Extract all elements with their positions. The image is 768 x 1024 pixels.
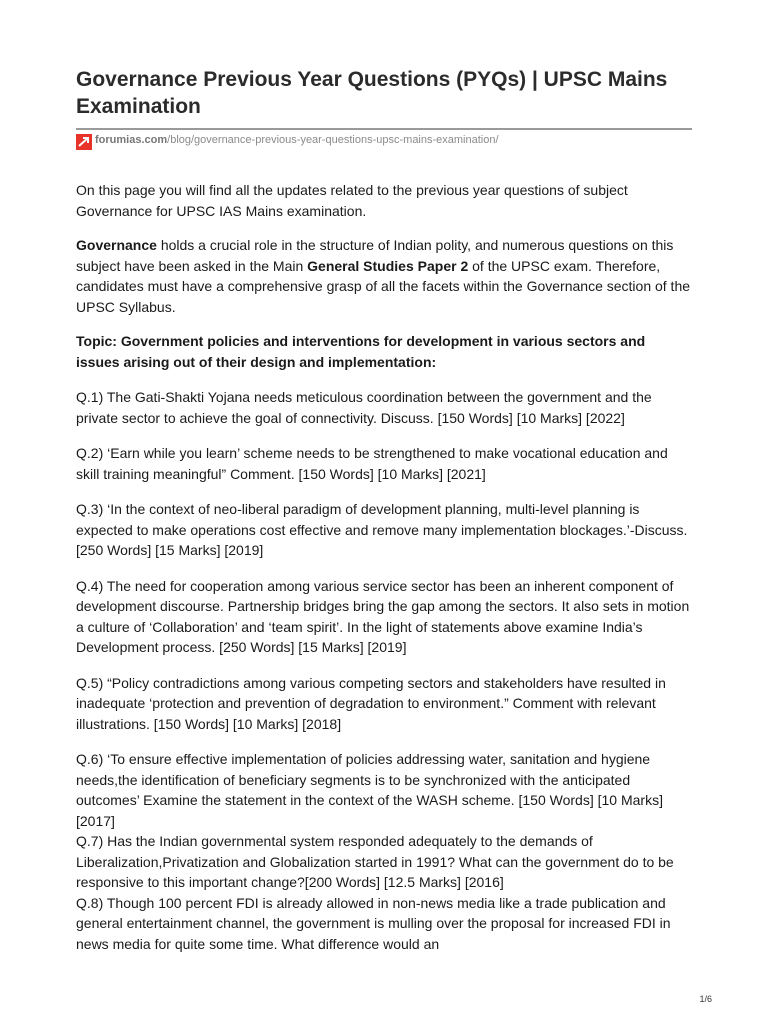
gs-paper-bold: General Studies Paper 2 [307,257,469,274]
page-title: Governance Previous Year Questions (PYQs) | UPSC Mains Examination [76,68,668,118]
question-7: Q.7) Has the Indian governmental system responded adequately to the demands of Liberalization,Privatization and Globalization started in 1991? What can the government do to be responsive to this important change?[200 Words] [12.5 Marks] [2016] [76,833,674,890]
source-domain: forumias.com [95,134,168,146]
question-3: Q.3) ‘In the context of neo-liberal paradigm of development planning, multi-level planning is expected to make operations cost effective and remove many implementation blockages.’-Discuss. [250 Words] [15 Marks] [2019] [76,501,688,558]
question-4: Q.4) The need for cooperation among various service sector has been an inherent component of development discourse. Partnership bridges bring the gap among the sectors. It also sets in motion a culture of ‘Collaboration’ and ‘team spirit’. In the light of statements above examine India’s Development process. [250 Words] [15 Marks] [2019] [76,577,690,655]
question-5: Q.5) “Policy contradictions among various competing sectors and stakeholders have resulted in inadequate ‘protection and prevention of degradation to environment.” Comment with relevant illustrations. [150 Words] [10 Marks] [2018] [76,674,666,732]
source-url[interactable] [95,134,499,146]
governance-text-2: of the UPSC exam. Therefore, candidates must have a comprehensive grasp of all the facets within the Governance section of the UPSC Syllabus. [76,257,691,315]
source-path: /blog/governance-previous-year-questions-upsc-mains-examination/ [167,134,499,146]
question-2: Q.2) ‘Earn while you learn’ scheme needs to be strengthened to make vocational education and skill training meaningful” Comment. [150 Words] [10 Marks] [2021] [76,445,668,482]
governance-bold: Governance [76,237,157,253]
question-1: Q.1) The Gati-Shakti Yojana needs meticulous coordination between the government and the private sector to achieve the goal of connectivity. Discuss. [150 Words] [10 Marks] [2022] [76,389,652,426]
governance-text-1: holds a crucial role in the structure of Indian polity, and numerous questions on this subject have been asked in the Main [76,237,674,274]
intro-paragraph: On this page you will find all the updates related to the previous year questions of subject Governance for UPSC IAS Mains examination. [76,182,628,219]
question-8: Q.8) Though 100 percent FDI is already allowed in non-news media like a trade publication and general entertainment channel, the government is mulling over the proposal for increased FDI in news media for quite some time. What difference would an [76,894,671,952]
document-page [76,0,692,954]
governance-paragraph [76,235,692,317]
page-counter: 1/6 [699,994,712,1004]
source-bar [76,128,692,152]
forumias-logo-icon [76,134,92,150]
topic-heading: Topic: Government policies and interventions for development in various sectors and issues arising out of their design and implementation: [76,333,646,370]
question-6: Q.6) ‘To ensure effective implementation of policies addressing water, sanitation and hygiene needs,the identification of beneficiary segments is to be synchronized with the anticipated outcomes’ Examine the statement in the context of the WASH scheme. [150 Words] [10 Marks] [2017] [76,751,663,829]
